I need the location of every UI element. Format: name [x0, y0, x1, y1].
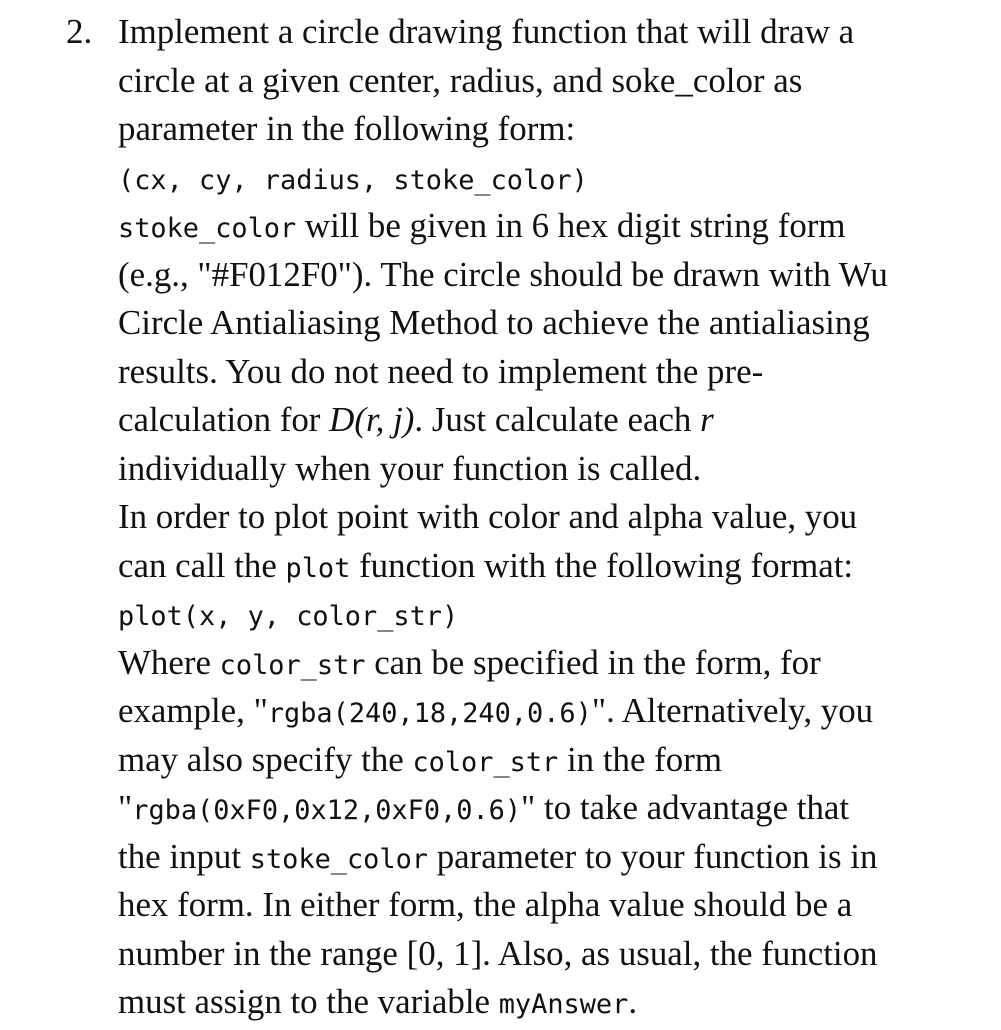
inline-code: rgba(240,18,240,0.6) — [267, 698, 592, 729]
text-segment: . — [628, 982, 638, 1021]
text-segment: can call the — [118, 545, 286, 585]
problem-line — [118, 202, 995, 251]
problem-line — [118, 639, 995, 688]
problem-line — [118, 542, 995, 591]
problem-line — [118, 105, 995, 154]
text-segment: may also specify the — [118, 739, 413, 779]
problem-line — [118, 154, 995, 203]
problem-line — [118, 833, 995, 882]
text-segment: In order to plot point with color and alpha value, you — [118, 497, 858, 536]
inline-math: r — [700, 400, 714, 439]
text-segment: in the form — [558, 739, 722, 779]
text-segment: calculation for — [118, 400, 330, 439]
text-segment: ". Alternatively, you — [591, 691, 874, 730]
inline-code: plot — [285, 552, 351, 584]
text-segment: function with the following format: — [350, 545, 854, 585]
text-segment: circle at a given center, radius, and soke_color as — [118, 60, 803, 100]
problem-line — [118, 978, 995, 1027]
problem-line — [118, 736, 995, 785]
problem-line — [118, 8, 995, 57]
text-segment: Where — [118, 642, 220, 682]
text-segment: " — [118, 788, 133, 827]
problem-line — [118, 687, 995, 736]
text-segment: Circle Antialiasing Method to achieve the antialiasing — [118, 303, 870, 342]
problem-line — [118, 251, 995, 300]
problem-line — [118, 348, 995, 397]
inline-code: rgba(0xF0,0x12,0xF0,0.6) — [132, 795, 522, 826]
text-segment: " to take advantage that — [521, 788, 850, 827]
text-segment: number in the range [0, 1]. Also, as usual, the function — [118, 933, 878, 973]
inline-code: color_str — [219, 649, 366, 681]
text-segment: Implement a circle drawing function that will draw a — [118, 12, 855, 51]
problem-line — [118, 493, 995, 542]
inline-code: plot(x, y, color_str) — [118, 601, 459, 632]
inline-math: D(r, j) — [329, 400, 415, 439]
text-segment: individually when your function is called. — [118, 448, 702, 488]
problem-line — [118, 881, 995, 930]
problem-line — [118, 590, 995, 639]
text-segment: the input — [118, 836, 250, 876]
problem-line — [118, 57, 995, 106]
inline-code: color_str — [412, 746, 559, 778]
problem-line — [118, 299, 995, 348]
text-segment: (e.g., "#F012F0"). The circle should be drawn with Wu — [118, 254, 888, 294]
text-segment: parameter to your function is in — [427, 836, 878, 876]
text-segment: hex form. In either form, the alpha value should be a — [118, 885, 853, 924]
inline-code: myAnswer — [498, 989, 629, 1020]
problem-line — [118, 930, 995, 979]
text-segment: must assign to the variable — [118, 982, 499, 1021]
problem-line — [118, 396, 995, 445]
text-segment: will be given in 6 hex digit string form — [296, 206, 846, 245]
problem-line — [118, 445, 995, 494]
text-segment: results. You do not need to implement the pre- — [118, 351, 764, 391]
text-segment: . Just calculate each — [414, 400, 701, 439]
inline-code: (cx, cy, radius, stoke_color) — [118, 164, 588, 196]
inline-code: stoke_color — [118, 213, 297, 244]
problem-text — [118, 8, 998, 1027]
text-segment: parameter in the following form: — [118, 109, 576, 148]
problem-line — [118, 784, 995, 833]
text-segment: example, " — [118, 691, 268, 730]
problem-number: 2. — [66, 12, 93, 51]
inline-code: stoke_color — [249, 843, 428, 875]
text-segment: can be specified in the form, for — [365, 642, 821, 682]
